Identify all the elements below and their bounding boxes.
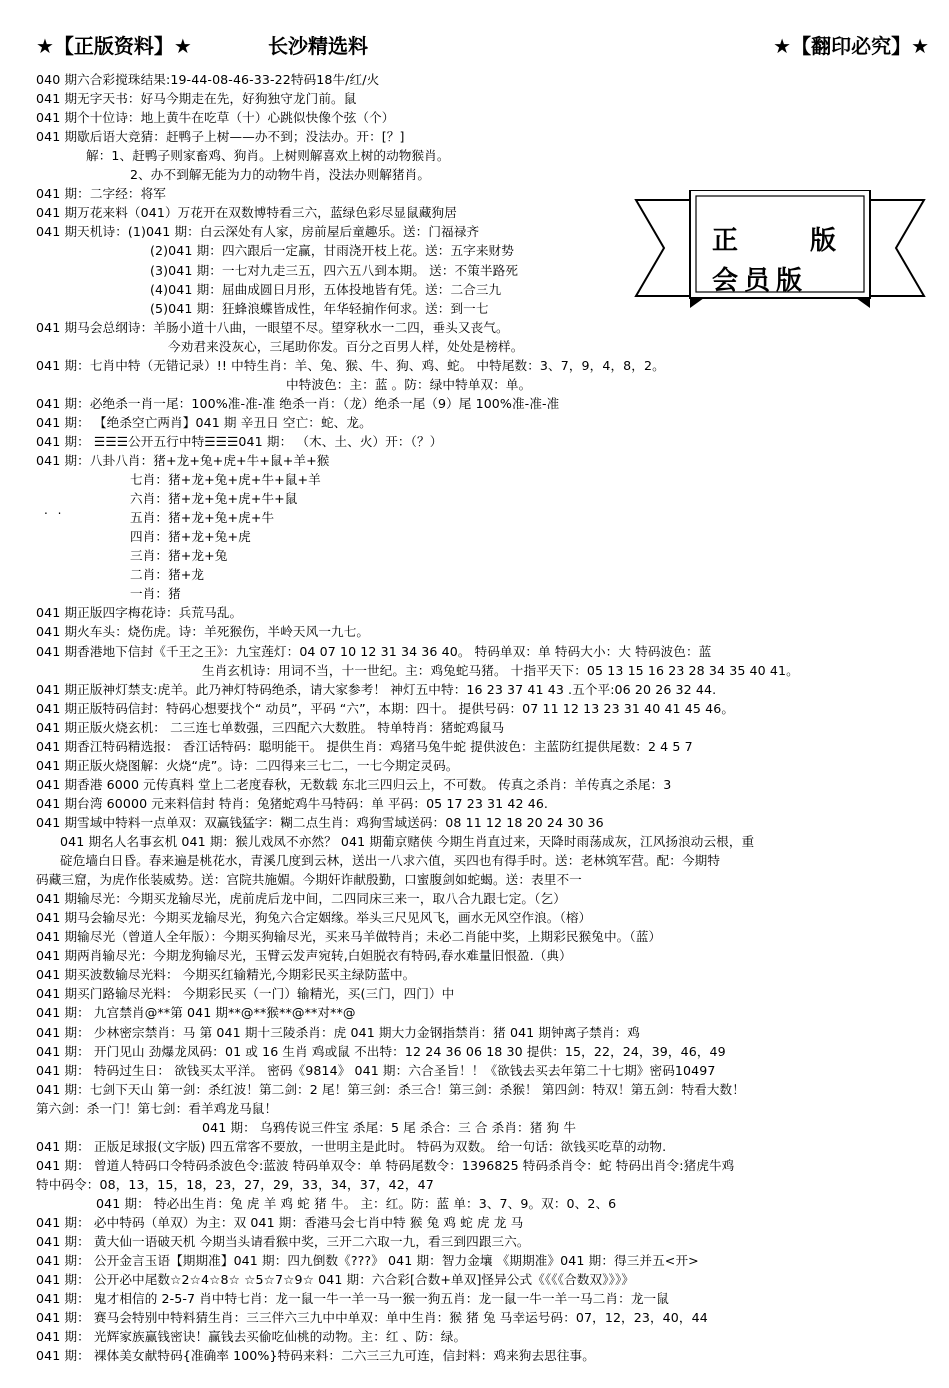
text-line: 041 期香港地下信封《千王之王》：九宝莲灯：04 07 10 12 31 34 36 40。 特码单双：单 特码大小：大 特码波色：蓝 (36, 643, 712, 659)
stamp-ribbon-graphic (628, 190, 928, 325)
text-line: 041 期： 光辉家族赢钱密诀！赢钱去买偷吃仙桃的动物。主：红 、防：绿。 (36, 1329, 467, 1345)
text-line: 041 期香港 6000 元传真料 堂上二老度春秋，无数载 东北三四归云上，不可数。 传真之杀肖：羊传真之杀尾：3 (36, 776, 672, 792)
text-line: 041 期：二字经：将军 (36, 186, 166, 202)
text-line: 二肖：猪+龙 (130, 567, 205, 583)
text-line: 041 期名人名事玄机 041 期：猴儿戏凤不亦然？ 041 期葡京赌侠 今期生肖直过来，天降时雨荡成灰，江风扬浪动云根，重 (60, 834, 755, 849)
text-line: 041 期个十位诗：地上黄牛在吃草（十）心跳似快像个弦（个） (36, 110, 395, 126)
text-line: 三肖：猪+龙+兔 (130, 548, 228, 564)
text-line: 041 期正版特码信封：特码心想要找个“ 动员”，平码 “六”，本期：四十。 提供号码：07 11 12 13 23 31 40 41 45 46。 (36, 700, 735, 716)
text-line: 041 期：必绝杀一肖一尾：100%准-准-准 绝杀一肖：（龙）绝杀一尾（9）尾 100%准-准-准 (36, 395, 560, 411)
text-line: 041 期： 黄大仙一语破天机 今期当头请看猴中奖，三开二六取一九，看三到四跟三六。 (36, 1234, 530, 1250)
member-edition-stamp (628, 190, 928, 325)
text-line: 041 期雪域中特料一点单双：双赢钱猛字：糊二点生肖：鸡狗雪域送码：08 11 12 18 20 24 30 36 (36, 814, 604, 830)
text-line: 041 期歇后语大竞猜：赶鸭子上树——办不到；没法办。开：[？] (36, 129, 405, 145)
text-line: 七肖：猪+龙+兔+虎+牛+鼠+羊 (130, 472, 321, 488)
header-center-title: 长沙精选料 (268, 34, 368, 58)
text-line: 041 期： 公开必中尾数☆2☆4☆8☆ ☆5☆7☆9☆ 041 期：六合彩[合数+单双]怪异公式《《《《合数双》》》》 (36, 1272, 635, 1288)
text-line: 041 期买波数输尽光料： 今期买红输精光,今期彩民买主绿防蓝中。 (36, 967, 416, 983)
text-line: 第六剑：杀一门！第七剑：看羊鸡龙马鼠！ (36, 1100, 278, 1116)
text-line: 041 期： 曾道人特码口令特码杀波色令:蓝波 特码单双令：单 特码尾数令：1396825 特码杀肖令：蛇 特码出肖令:猪虎牛鸡 (36, 1157, 735, 1173)
text-line: (4)041 期：屈曲成圆日月形，五体投地皆有凭。送：二合三九 (150, 281, 502, 297)
text-line: 041 期：八卦八肖：猪+龙+兔+虎+牛+鼠+羊+猴 (36, 453, 330, 468)
text-line: 六肖：猪+龙+兔+虎+牛+鼠 (130, 491, 298, 507)
text-line: 041 期：七肖中特（无错记录）!! 中特生肖：羊、兔、猴、牛、狗、鸡、蛇。 中特尾数：3、7，9，4，8，2。 (36, 357, 665, 373)
text-line: 041 期： ☰☰☰公开五行中特☰☰☰041 期： （木、土、火）开：（？） (36, 433, 443, 449)
text-line: 解：1、赶鸭子则家畜鸡、狗肖。上树则解喜欢上树的动物猴肖。 (86, 148, 450, 164)
text-line: 041 期： 特码过生日： 欲钱买太平洋。 密码《9814》 041 期：六合圣旨！！《欲钱去买去年第二十七期》密码10497 (36, 1062, 716, 1078)
text-line: 041 期万花来料（041）万花开在双数博特看三六，蓝绿色彩尽显鼠藏狗居 (36, 205, 457, 221)
text-line: 041 期： 【绝杀空亡两肖】041 期 辛丑日 空亡：蛇、龙。 (36, 414, 372, 430)
text-line: 2、办不到解无能为力的动物牛肖，没法办则解猪肖。 (130, 167, 431, 183)
stamp-char-right: 版 (810, 226, 837, 256)
text-line: 041 期正版神灯禁支:虎羊。此乃神灯特码绝杀，请大家参考！ 神灯五中特：16 23 37 41 43 .五个平:06 20 26 32 44. (36, 681, 717, 697)
text-line: 041 期马会输尽光：今期买龙输尽光，狗兔六合定姻缘。举头三尺见风飞，画水无风空作浪。（榕） (36, 910, 592, 926)
text-line: 生肖玄机诗：用词不当，十一世纪。主：鸡兔蛇马猪。 十指平天下：05 13 15 16 23 28 34 35 40 41。 (202, 662, 799, 678)
stamp-member-edition: 会员版 (712, 266, 809, 296)
text-line: 041 期：七剑下天山 第一剑：杀红波！第二剑：2 尾！第三剑：杀三合！第三剑：杀猴！ 第四剑：特双！第五剑：特看大数！ (36, 1081, 745, 1097)
text-line: 041 期正版四字梅花诗：兵荒马乱。 (36, 605, 243, 621)
text-line: 041 期： 鬼才相信的 2-5-7 肖中特七肖：龙一鼠一牛一羊一马一猴一狗五肖：龙一鼠一牛一羊一马二肖：龙一鼠 (36, 1291, 669, 1307)
text-line: 041 期马会总纲诗：羊肠小道十八曲，一眼望不尽。望穿秋水一二四，垂头又丧气。 (36, 319, 509, 335)
header-left-title: ★【正版资料】★ (36, 34, 192, 58)
text-line: 041 期： 少林密宗禁肖：马 第 041 期十三陵杀肖：虎 041 期大力金钢指禁肖：猪 041 期钟离子禁肖：鸡 (36, 1024, 640, 1040)
text-line: 一肖：猪 (130, 586, 181, 602)
text-line: 041 期无字天书：好马今期走在先，好狗独守龙门前。鼠 (36, 91, 357, 107)
text-line: 中特波色：主：蓝 。防：绿中特单双：单。 (286, 376, 532, 392)
text-line: 041 期两肖输尽光：今期龙狗输尽光，玉臂云发声宛转,白妲脱衣有特码,春水难量旧恨盈.（典） (36, 948, 572, 964)
text-line: 041 期： 赛马会特别中特料猜生肖：三三伴六三九中中单双：单中生肖：猴 猪 兔 马幸运号码：07，12，23，40，44 (36, 1310, 708, 1326)
text-line: 特中码令：08，13，15，18，23，27，29，33，34，37，42，47 (36, 1176, 434, 1192)
text-line: 041 期： 必中特码（单双）为主：双 041 期：香港马会七肖中特 猴 兔 鸡 蛇 虎 龙 马 (36, 1215, 524, 1230)
text-line: 041 期： 正版足球报(文字版) 四五常客不要放，一世明主是此时。 特码为双数。 给一句话：欲钱买吃草的动物. (36, 1138, 667, 1154)
text-line: 041 期正版火烧图解：火烧“虎”。诗：二四得来三七二，一七今期定灵码。 (36, 757, 459, 773)
text-line: 041 期火车头：烧伤虎。诗：羊死猴伤，半岭天风一九七。 (36, 624, 370, 640)
text-line: 041 期： 开门见山 劲爆龙凤码：01 或 16 生肖 鸡或鼠 不出特：12 24 36 06 18 30 提供：15，22，24，39，46，49 (36, 1043, 726, 1059)
text-line: (5)041 期：狂蜂浪蝶皆成性，年华轻掮作何求。送：到一七 (150, 300, 489, 316)
text-line: 041 期： 裸体美女献特码{准确率 100%}特码来料：二六三三九可连，信封料：鸡来狗去思往事。 (36, 1348, 595, 1364)
text-line: 041 期香江特码精选报： 香江话特码：聪明能干。 提供生肖：鸡猪马兔牛蛇 提供波色：主蓝防红提供尾数：2 4 5 7 (36, 738, 693, 754)
text-line: 041 期天机诗：(1)041 期：白云深处有人家，房前屋后童趣乐。送：门福禄齐 (36, 224, 480, 240)
text-line: 碇危墙白日昏。春来遍是桃花水，青溪几度到云林，送出一八求六值，买四也有得手时。送：老林筑军营。配：今期特 (60, 853, 721, 869)
text-line: 041 期： 乌鸦传说三件宝 杀尾：5 尾 杀合：三 合 杀肖：猪 狗 牛 (202, 1119, 577, 1135)
text-line: 041 期： 公开金言玉语【期期准】041 期：四九倒数《???》 041 期：智力金壤 《期期准》041 期：得三并五<开> (36, 1253, 699, 1269)
stray-marks: . . (44, 503, 65, 517)
text-line: 041 期输尽光（曾道人全年版）：今期买狗输尽光，买来马羊做特肖；未必二肖能中奖，上期彩民猴兔中。（蓝） (36, 929, 662, 945)
text-line: 041 期： 九宫禁肖@**第 041 期**@**猴**@**对**@ (36, 1005, 356, 1021)
text-line: 041 期台湾 60000 元来料信封 特肖：兔猪蛇鸡牛马特码：单 平码：05 17 23 31 42 46. (36, 795, 549, 811)
text-line: 今劝君来没灰心，三尾助你发。百分之百男人样，处处是榜样。 (168, 338, 524, 354)
text-line: (3)041 期：一七对九走三五，四六五八到本期。 送：不策半路死 (150, 262, 519, 278)
text-line: 041 期买门路输尽光料： 今期彩民买（一门）输精光，买(三门，四门）中 (36, 986, 455, 1002)
stamp-char-left: 正 (712, 226, 739, 256)
text-line: 五肖：猪+龙+兔+虎+牛 (130, 510, 275, 526)
text-line: 041 期正版火烧玄机： 二三连七单数强，三四配六大数胜。 特单特肖：猪蛇鸡鼠马 (36, 719, 505, 735)
text-line: 四肖：猪+龙+兔+虎 (130, 529, 251, 545)
text-line: 码藏三窟，为虎作伥装威势。送：宫院共施媚。今期奸诈献殷勤，口蜜腹剑如蛇蝎。送：表里不一 (36, 872, 582, 888)
text-line: (2)041 期：四六跟后一定赢，甘雨浇开枝上花。送：五字来财势 (150, 243, 514, 259)
text-line: 041 期输尽光：今期买龙输尽光，虎前虎后龙中间，二四同床三来一，取八合九跟七定。（乞） (36, 891, 566, 907)
text-line: 040 期六合彩搅珠结果:19-44-08-46-33-22特码18牛/红/火 (36, 72, 380, 87)
text-line: 041 期： 特必出生肖：兔 虎 羊 鸡 蛇 猪 牛。 主：红。防：蓝 单：3、7、9。双：0、2、6 (96, 1195, 617, 1211)
header-right-title: ★【翻印必究】★ (773, 34, 929, 58)
